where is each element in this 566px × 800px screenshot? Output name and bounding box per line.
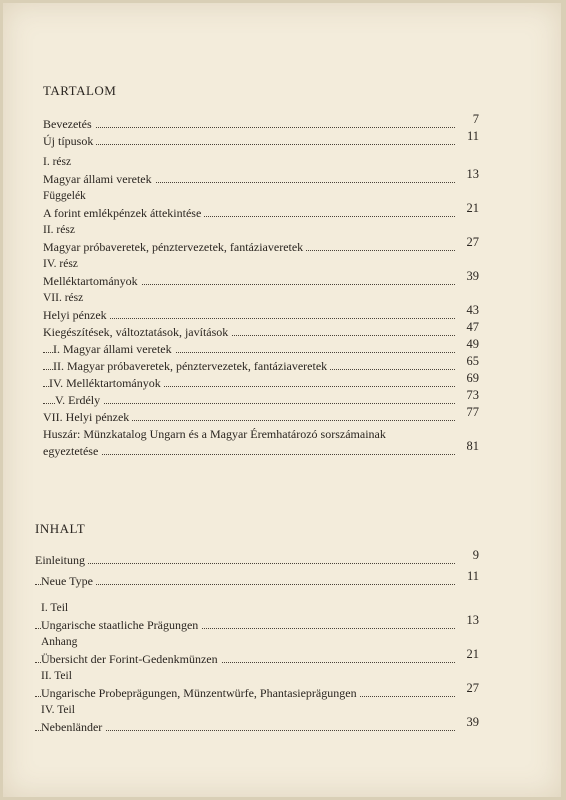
toc-label: Kiegészítések, változtatások, javítások: [43, 324, 231, 341]
toc-heading: [43, 256, 479, 273]
toc-row: [43, 371, 479, 392]
toc-label: egyeztetése: [43, 443, 101, 460]
toc-label: VII. Helyi pénzek: [43, 409, 132, 426]
toc-label: Übersicht der Forint-Gedenkmünzen: [41, 651, 221, 668]
toc-label: I. Magyar állami veretek: [53, 341, 175, 358]
dot-leader: [43, 127, 455, 128]
toc-row: [43, 235, 479, 256]
toc-label: Einleitung: [35, 552, 88, 569]
toc-page: 39: [466, 715, 479, 729]
tartalom-toc: [43, 112, 479, 460]
dot-leader: [35, 584, 455, 585]
toc-row: [43, 405, 479, 426]
toc-label: Ungarische Probeprägungen, Münzentwürfe, Phantasieprägungen: [41, 685, 360, 702]
toc-heading: [43, 290, 479, 307]
toc-label: Függelék: [43, 188, 89, 205]
toc-heading: [35, 668, 479, 685]
toc-page: 49: [466, 337, 479, 351]
toc-heading: [35, 702, 479, 719]
book-page: [3, 3, 561, 797]
toc-page: 73: [466, 388, 479, 402]
toc-row: [43, 201, 479, 222]
toc-label: V. Erdély: [55, 392, 103, 409]
toc-label: I. rész: [43, 154, 74, 171]
toc-label: I. Teil: [41, 600, 71, 617]
toc-label: Helyi pénzek: [43, 307, 110, 324]
toc-label: Magyar állami veretek: [43, 171, 155, 188]
toc-page: 9: [472, 548, 479, 562]
toc-row: [35, 681, 479, 702]
tartalom-title: TARTALOM: [43, 83, 117, 98]
toc-page: 39: [466, 269, 479, 283]
toc-row: [43, 167, 479, 188]
toc-page: 81: [466, 439, 479, 453]
toc-page: 65: [466, 354, 479, 368]
inhalt-section: [35, 519, 479, 736]
toc-heading: [43, 426, 479, 443]
toc-label: IV. Teil: [41, 702, 78, 719]
toc-label: VII. rész: [43, 290, 86, 307]
toc-page: 11: [466, 569, 479, 583]
toc-row: [35, 613, 479, 634]
toc-label: Bevezetés: [43, 116, 95, 133]
toc-page: 11: [466, 129, 479, 143]
toc-page: 47: [466, 320, 479, 334]
toc-row: [43, 354, 479, 375]
toc-page: 77: [466, 405, 479, 419]
tartalom-section: [43, 81, 479, 460]
toc-label: II. rész: [43, 222, 78, 239]
toc-page: 69: [466, 371, 479, 385]
toc-page: 43: [466, 303, 479, 317]
toc-heading: [35, 600, 479, 617]
toc-page: 27: [466, 235, 479, 249]
inhalt-title: INHALT: [35, 521, 86, 536]
toc-row: [43, 439, 479, 460]
toc-label: A forint emlékpénzek áttekintése: [43, 205, 204, 222]
toc-label: IV. Melléktartományok: [49, 375, 164, 392]
toc-row: [35, 647, 479, 668]
toc-page: 13: [466, 167, 479, 181]
toc-label: Huszár: Münzkatalog Ungarn és a Magyar Éremhatározó sorszámainak: [43, 426, 389, 443]
toc-page: 13: [466, 613, 479, 627]
toc-label: Nebenländer: [41, 719, 105, 736]
toc-label: Magyar próbaveretek, pénztervezetek, fantáziaveretek: [43, 239, 306, 256]
toc-row: [35, 715, 479, 736]
toc-row: [35, 569, 479, 590]
toc-page: 21: [466, 201, 479, 215]
toc-label: II. Teil: [41, 668, 75, 685]
toc-row: [35, 548, 479, 569]
dot-leader: [35, 563, 455, 564]
toc-row: [43, 112, 479, 133]
dot-leader: [43, 144, 455, 145]
toc-label: Neue Type: [41, 573, 96, 590]
toc-label: II. Magyar próbaveretek, pénztervezetek, fantáziaveretek: [53, 358, 330, 375]
toc-page: 27: [466, 681, 479, 695]
dot-leader: [43, 403, 455, 404]
toc-heading: [43, 154, 479, 171]
toc-label: Új típusok: [43, 133, 96, 150]
toc-row: [43, 388, 479, 409]
toc-row: [43, 269, 479, 290]
dot-leader: [43, 454, 455, 455]
toc-heading: [35, 634, 479, 651]
toc-row: [43, 303, 479, 324]
toc-label: Melléktartományok: [43, 273, 141, 290]
toc-label: Anhang: [41, 634, 80, 651]
toc-page: 21: [466, 647, 479, 661]
inhalt-toc: [35, 548, 479, 736]
toc-label: IV. rész: [43, 256, 81, 273]
toc-row: [43, 337, 479, 358]
toc-heading: [43, 222, 479, 239]
toc-row: [43, 320, 479, 341]
toc-label: Ungarische staatliche Prägungen: [41, 617, 201, 634]
toc-page: 7: [472, 112, 479, 126]
toc-heading: [43, 188, 479, 205]
toc-row: [43, 129, 479, 150]
